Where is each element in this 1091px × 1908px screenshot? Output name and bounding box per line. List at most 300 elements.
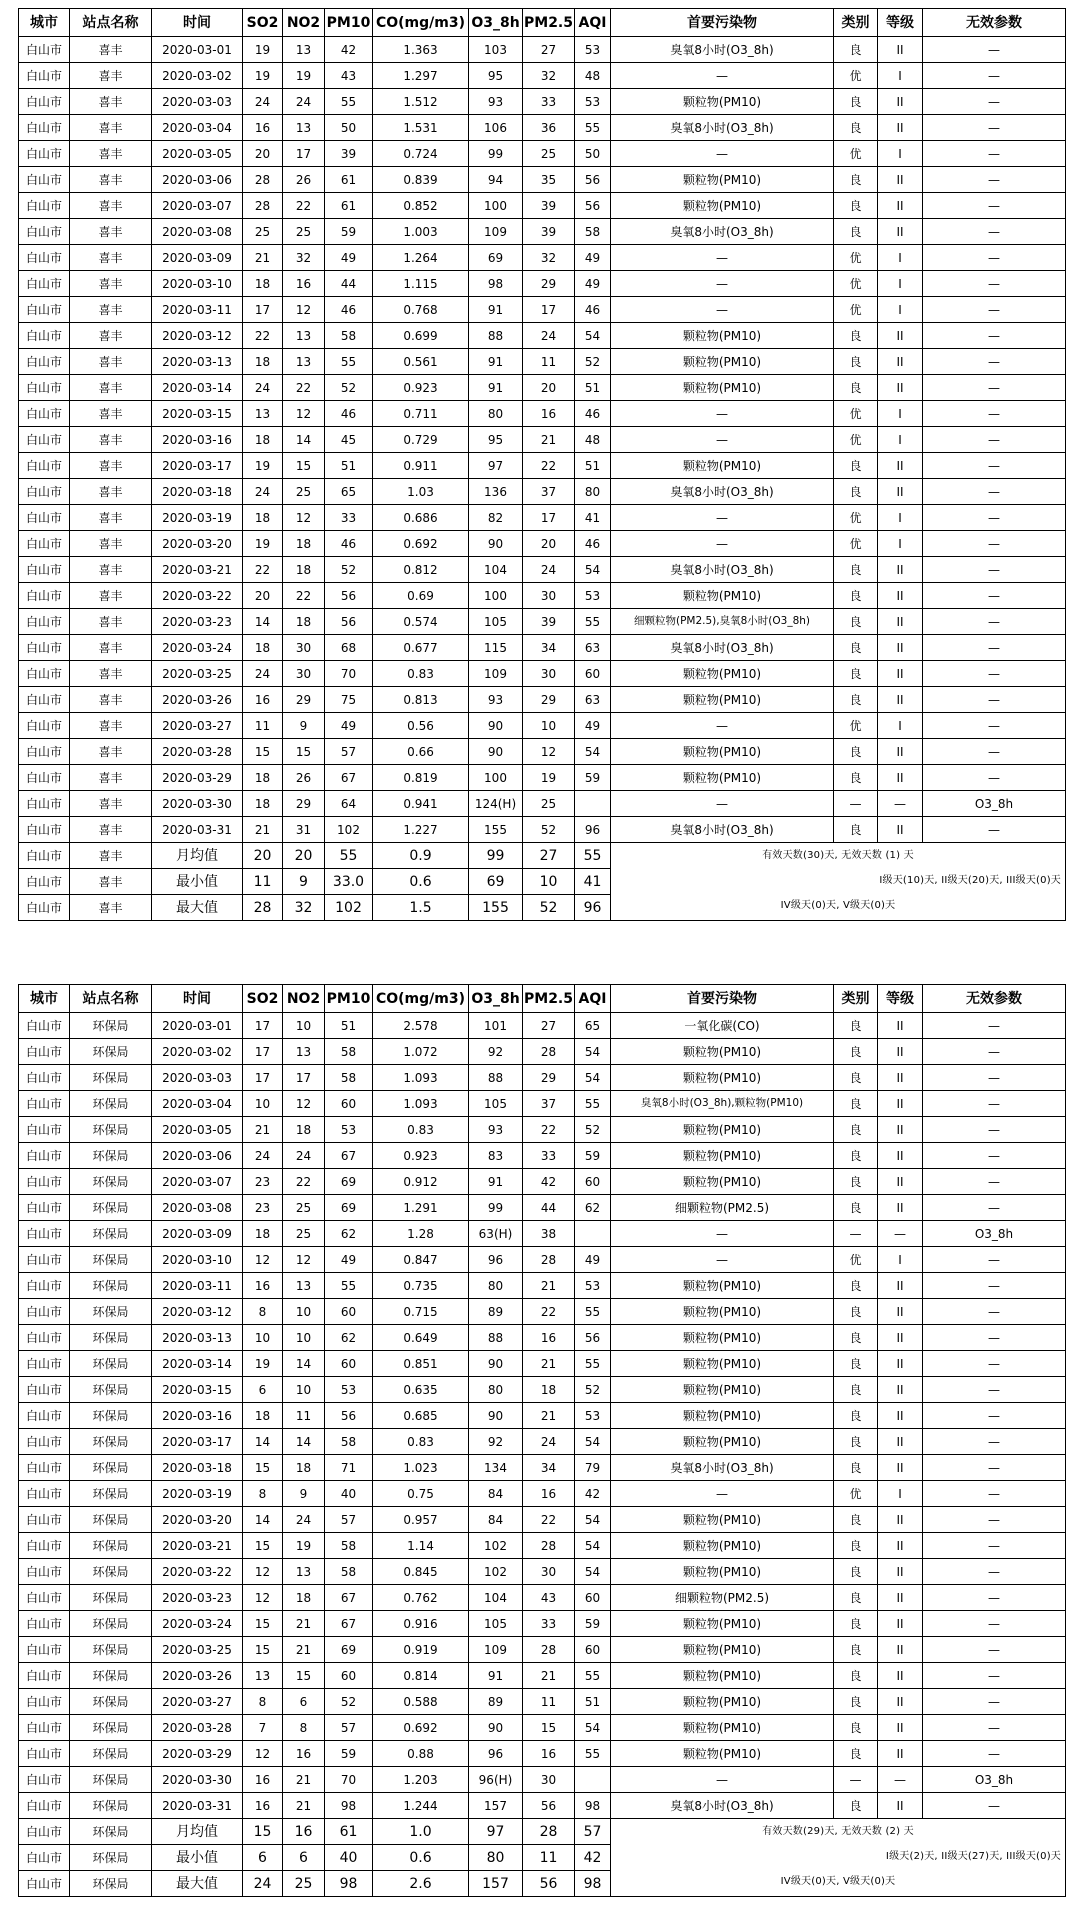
cell-station: 环保局 bbox=[70, 1377, 152, 1403]
cell-invalid-params: — bbox=[923, 1065, 1066, 1091]
summary-aqi: 57 bbox=[575, 1819, 611, 1845]
cell-pm10: 59 bbox=[325, 219, 373, 245]
cell-grade: II bbox=[878, 1429, 923, 1455]
cell-primary-pollutant: 颗粒物(PM10) bbox=[611, 1611, 834, 1637]
summary-notes bbox=[611, 1819, 1066, 1897]
cell-category: 良 bbox=[834, 661, 878, 687]
cell-no2: 18 bbox=[283, 1585, 325, 1611]
cell-primary-pollutant: 颗粒物(PM10) bbox=[611, 1507, 834, 1533]
cell-so2: 8 bbox=[243, 1299, 283, 1325]
cell-co: 1.297 bbox=[373, 63, 469, 89]
cell-city: 白山市 bbox=[19, 401, 70, 427]
aqi-table-huanbaoju bbox=[18, 984, 1066, 1897]
cell-so2: 10 bbox=[243, 1325, 283, 1351]
table-row bbox=[19, 1663, 1066, 1689]
table-row bbox=[19, 817, 1066, 843]
cell-station: 喜丰 bbox=[70, 687, 152, 713]
cell-co: 1.03 bbox=[373, 479, 469, 505]
cell-time: 2020-03-23 bbox=[152, 1585, 243, 1611]
cell-primary-pollutant: 颗粒物(PM10) bbox=[611, 739, 834, 765]
cell-city: 白山市 bbox=[19, 115, 70, 141]
cell-so2: 16 bbox=[243, 687, 283, 713]
cell-pm10: 56 bbox=[325, 583, 373, 609]
cell-pm25: 29 bbox=[523, 1065, 575, 1091]
cell-primary-pollutant: 细颗粒物(PM2.5),臭氧8小时(O3_8h) bbox=[611, 609, 834, 635]
cell-primary-pollutant: — bbox=[611, 505, 834, 531]
cell-so2: 14 bbox=[243, 1429, 283, 1455]
table-row bbox=[19, 453, 1066, 479]
cell-co: 0.677 bbox=[373, 635, 469, 661]
cell-co: 0.83 bbox=[373, 1429, 469, 1455]
cell-so2: 22 bbox=[243, 557, 283, 583]
cell-primary-pollutant: 颗粒物(PM10) bbox=[611, 1377, 834, 1403]
cell-pm10: 42 bbox=[325, 37, 373, 63]
cell-so2: 24 bbox=[243, 479, 283, 505]
cell-o3-8h: 100 bbox=[469, 765, 523, 791]
header-aqi: AQI bbox=[575, 9, 611, 37]
cell-aqi: 59 bbox=[575, 1143, 611, 1169]
cell-city: 白山市 bbox=[19, 1013, 70, 1039]
cell-so2: 14 bbox=[243, 1507, 283, 1533]
cell-o3-8h: 106 bbox=[469, 115, 523, 141]
cell-invalid-params: — bbox=[923, 1273, 1066, 1299]
cell-aqi: 55 bbox=[575, 1299, 611, 1325]
cell-city: 白山市 bbox=[19, 323, 70, 349]
cell-primary-pollutant: 颗粒物(PM10) bbox=[611, 1663, 834, 1689]
cell-no2: 30 bbox=[283, 635, 325, 661]
cell-station: 喜丰 bbox=[70, 297, 152, 323]
table-row bbox=[19, 1013, 1066, 1039]
cell-o3-8h: 88 bbox=[469, 323, 523, 349]
summary-time: 最小值 bbox=[152, 869, 243, 895]
cell-aqi: 56 bbox=[575, 167, 611, 193]
cell-pm10: 62 bbox=[325, 1325, 373, 1351]
cell-aqi: 62 bbox=[575, 1195, 611, 1221]
cell-time: 2020-03-02 bbox=[152, 1039, 243, 1065]
cell-pm10: 57 bbox=[325, 1715, 373, 1741]
cell-no2: 22 bbox=[283, 193, 325, 219]
cell-so2: 21 bbox=[243, 245, 283, 271]
header-category: 类别 bbox=[834, 985, 878, 1013]
cell-grade: II bbox=[878, 1741, 923, 1767]
cell-no2: 14 bbox=[283, 427, 325, 453]
cell-invalid-params: — bbox=[923, 1585, 1066, 1611]
cell-primary-pollutant: 颗粒物(PM10) bbox=[611, 687, 834, 713]
cell-time: 2020-03-15 bbox=[152, 1377, 243, 1403]
cell-o3-8h: 88 bbox=[469, 1065, 523, 1091]
cell-time: 2020-03-17 bbox=[152, 453, 243, 479]
cell-category: 良 bbox=[834, 1559, 878, 1585]
cell-o3-8h: 84 bbox=[469, 1481, 523, 1507]
cell-station: 喜丰 bbox=[70, 557, 152, 583]
notes-line: 有效天数(29)天, 无效天数 (2) 天 bbox=[762, 1826, 914, 1837]
cell-city: 白山市 bbox=[19, 1221, 70, 1247]
cell-pm25: 32 bbox=[523, 245, 575, 271]
cell-pm10: 55 bbox=[325, 349, 373, 375]
cell-aqi: 54 bbox=[575, 1715, 611, 1741]
cell-pm25: 20 bbox=[523, 375, 575, 401]
cell-city: 白山市 bbox=[19, 1637, 70, 1663]
cell-pm25: 33 bbox=[523, 89, 575, 115]
cell-so2: 12 bbox=[243, 1559, 283, 1585]
cell-co: 2.578 bbox=[373, 1013, 469, 1039]
table-row bbox=[19, 1221, 1066, 1247]
cell-aqi bbox=[575, 791, 611, 817]
cell-category: 优 bbox=[834, 1481, 878, 1507]
summary-notes bbox=[611, 843, 1066, 921]
cell-time: 2020-03-03 bbox=[152, 1065, 243, 1091]
summary-time: 最大值 bbox=[152, 1871, 243, 1897]
cell-pm25: 30 bbox=[523, 1767, 575, 1793]
cell-aqi: 80 bbox=[575, 479, 611, 505]
cell-aqi: 56 bbox=[575, 1325, 611, 1351]
cell-so2: 14 bbox=[243, 609, 283, 635]
cell-so2: 18 bbox=[243, 349, 283, 375]
cell-o3-8h: 63(H) bbox=[469, 1221, 523, 1247]
notes-line: I级天(2)天, II级天(27)天, III级天(0)天 bbox=[885, 1851, 1061, 1862]
cell-category: 良 bbox=[834, 1143, 878, 1169]
cell-grade: — bbox=[878, 1221, 923, 1247]
summary-so2: 6 bbox=[243, 1845, 283, 1871]
table-row bbox=[19, 1611, 1066, 1637]
cell-category: 良 bbox=[834, 1091, 878, 1117]
cell-co: 0.692 bbox=[373, 1715, 469, 1741]
cell-station: 环保局 bbox=[70, 1169, 152, 1195]
cell-no2: 32 bbox=[283, 245, 325, 271]
cell-so2: 15 bbox=[243, 1455, 283, 1481]
cell-station: 喜丰 bbox=[70, 349, 152, 375]
cell-co: 0.845 bbox=[373, 1559, 469, 1585]
cell-pm10: 51 bbox=[325, 1013, 373, 1039]
cell-co: 0.852 bbox=[373, 193, 469, 219]
cell-o3-8h: 155 bbox=[469, 817, 523, 843]
cell-pm25: 44 bbox=[523, 1195, 575, 1221]
cell-station: 喜丰 bbox=[70, 141, 152, 167]
table-row bbox=[19, 193, 1066, 219]
cell-no2: 22 bbox=[283, 375, 325, 401]
table-row bbox=[19, 1767, 1066, 1793]
cell-primary-pollutant: — bbox=[611, 1481, 834, 1507]
cell-station: 环保局 bbox=[70, 1195, 152, 1221]
cell-station: 喜丰 bbox=[70, 245, 152, 271]
cell-station: 喜丰 bbox=[70, 427, 152, 453]
cell-time: 2020-03-08 bbox=[152, 219, 243, 245]
table-row bbox=[19, 1273, 1066, 1299]
cell-aqi: 79 bbox=[575, 1455, 611, 1481]
summary-station: 喜丰 bbox=[70, 895, 152, 921]
summary-city: 白山市 bbox=[19, 1871, 70, 1897]
cell-pm10: 61 bbox=[325, 167, 373, 193]
cell-time: 2020-03-14 bbox=[152, 375, 243, 401]
cell-pm25: 20 bbox=[523, 531, 575, 557]
cell-invalid-params: — bbox=[923, 1429, 1066, 1455]
cell-so2: 17 bbox=[243, 1065, 283, 1091]
header-time: 时间 bbox=[152, 985, 243, 1013]
summary-pm10: 61 bbox=[325, 1819, 373, 1845]
cell-aqi: 49 bbox=[575, 1247, 611, 1273]
cell-category: 优 bbox=[834, 1247, 878, 1273]
cell-city: 白山市 bbox=[19, 453, 70, 479]
cell-primary-pollutant: 颗粒物(PM10) bbox=[611, 765, 834, 791]
cell-no2: 12 bbox=[283, 1247, 325, 1273]
cell-pm10: 56 bbox=[325, 609, 373, 635]
cell-o3-8h: 90 bbox=[469, 1403, 523, 1429]
cell-time: 2020-03-13 bbox=[152, 349, 243, 375]
cell-co: 0.692 bbox=[373, 531, 469, 557]
cell-no2: 30 bbox=[283, 661, 325, 687]
cell-co: 0.66 bbox=[373, 739, 469, 765]
table-row bbox=[19, 557, 1066, 583]
cell-no2: 25 bbox=[283, 219, 325, 245]
summary-pm10: 102 bbox=[325, 895, 373, 921]
cell-o3-8h: 99 bbox=[469, 1195, 523, 1221]
summary-station: 喜丰 bbox=[70, 843, 152, 869]
cell-category: 良 bbox=[834, 1455, 878, 1481]
cell-station: 环保局 bbox=[70, 1715, 152, 1741]
cell-station: 喜丰 bbox=[70, 739, 152, 765]
header-co: CO(mg/m3) bbox=[373, 985, 469, 1013]
cell-so2: 21 bbox=[243, 1117, 283, 1143]
summary-pm10: 40 bbox=[325, 1845, 373, 1871]
cell-pm10: 46 bbox=[325, 401, 373, 427]
cell-city: 白山市 bbox=[19, 583, 70, 609]
cell-co: 0.88 bbox=[373, 1741, 469, 1767]
header-o3-8h: O3_8h bbox=[469, 9, 523, 37]
cell-primary-pollutant: — bbox=[611, 141, 834, 167]
cell-o3-8h: 84 bbox=[469, 1507, 523, 1533]
cell-aqi: 49 bbox=[575, 271, 611, 297]
cell-category: 优 bbox=[834, 63, 878, 89]
cell-category: 良 bbox=[834, 817, 878, 843]
cell-primary-pollutant: 颗粒物(PM10) bbox=[611, 1325, 834, 1351]
cell-o3-8h: 90 bbox=[469, 739, 523, 765]
cell-time: 2020-03-10 bbox=[152, 271, 243, 297]
cell-co: 0.941 bbox=[373, 791, 469, 817]
cell-so2: 20 bbox=[243, 583, 283, 609]
cell-city: 白山市 bbox=[19, 1793, 70, 1819]
summary-pm25: 28 bbox=[523, 1819, 575, 1845]
cell-no2: 19 bbox=[283, 63, 325, 89]
cell-o3-8h: 93 bbox=[469, 687, 523, 713]
cell-co: 0.685 bbox=[373, 1403, 469, 1429]
cell-category: 良 bbox=[834, 1377, 878, 1403]
cell-primary-pollutant: — bbox=[611, 297, 834, 323]
cell-aqi: 55 bbox=[575, 1091, 611, 1117]
cell-category: 良 bbox=[834, 167, 878, 193]
cell-pm25: 39 bbox=[523, 193, 575, 219]
cell-aqi: 53 bbox=[575, 583, 611, 609]
cell-pm10: 55 bbox=[325, 1273, 373, 1299]
header-so2: SO2 bbox=[243, 9, 283, 37]
cell-invalid-params: — bbox=[923, 765, 1066, 791]
cell-o3-8h: 105 bbox=[469, 1091, 523, 1117]
cell-co: 0.851 bbox=[373, 1351, 469, 1377]
cell-city: 白山市 bbox=[19, 1351, 70, 1377]
summary-pm10: 55 bbox=[325, 843, 373, 869]
cell-co: 0.911 bbox=[373, 453, 469, 479]
cell-so2: 15 bbox=[243, 1637, 283, 1663]
cell-category: — bbox=[834, 791, 878, 817]
cell-aqi: 50 bbox=[575, 141, 611, 167]
cell-co: 0.75 bbox=[373, 1481, 469, 1507]
table-row bbox=[19, 1507, 1066, 1533]
cell-no2: 18 bbox=[283, 1117, 325, 1143]
cell-co: 0.847 bbox=[373, 1247, 469, 1273]
cell-category: 良 bbox=[834, 1039, 878, 1065]
cell-aqi: 55 bbox=[575, 115, 611, 141]
cell-pm25: 11 bbox=[523, 349, 575, 375]
cell-station: 喜丰 bbox=[70, 219, 152, 245]
cell-category: 优 bbox=[834, 271, 878, 297]
cell-co: 0.574 bbox=[373, 609, 469, 635]
cell-invalid-params: — bbox=[923, 1455, 1066, 1481]
cell-primary-pollutant: 颗粒物(PM10) bbox=[611, 1065, 834, 1091]
cell-category: 良 bbox=[834, 1403, 878, 1429]
cell-no2: 15 bbox=[283, 453, 325, 479]
cell-station: 环保局 bbox=[70, 1143, 152, 1169]
cell-category: 良 bbox=[834, 1507, 878, 1533]
cell-primary-pollutant: 一氧化碳(CO) bbox=[611, 1013, 834, 1039]
cell-time: 2020-03-28 bbox=[152, 1715, 243, 1741]
cell-no2: 13 bbox=[283, 323, 325, 349]
cell-city: 白山市 bbox=[19, 531, 70, 557]
cell-no2: 25 bbox=[283, 479, 325, 505]
cell-grade: II bbox=[878, 115, 923, 141]
table-row bbox=[19, 1585, 1066, 1611]
cell-so2: 23 bbox=[243, 1195, 283, 1221]
cell-invalid-params: — bbox=[923, 271, 1066, 297]
cell-category: 良 bbox=[834, 687, 878, 713]
cell-pm25: 34 bbox=[523, 1455, 575, 1481]
cell-time: 2020-03-26 bbox=[152, 687, 243, 713]
cell-time: 2020-03-31 bbox=[152, 1793, 243, 1819]
cell-category: — bbox=[834, 1221, 878, 1247]
cell-invalid-params: O3_8h bbox=[923, 1767, 1066, 1793]
cell-co: 1.264 bbox=[373, 245, 469, 271]
cell-aqi: 63 bbox=[575, 687, 611, 713]
header-pm25: PM2.5 bbox=[523, 9, 575, 37]
summary-so2: 11 bbox=[243, 869, 283, 895]
cell-co: 1.023 bbox=[373, 1455, 469, 1481]
cell-grade: II bbox=[878, 635, 923, 661]
cell-pm25: 22 bbox=[523, 1117, 575, 1143]
cell-station: 喜丰 bbox=[70, 479, 152, 505]
cell-no2: 12 bbox=[283, 505, 325, 531]
cell-co: 1.28 bbox=[373, 1221, 469, 1247]
cell-pm25: 29 bbox=[523, 687, 575, 713]
cell-city: 白山市 bbox=[19, 1325, 70, 1351]
cell-category: 良 bbox=[834, 1715, 878, 1741]
cell-pm10: 55 bbox=[325, 89, 373, 115]
cell-pm25: 37 bbox=[523, 479, 575, 505]
cell-grade: I bbox=[878, 427, 923, 453]
cell-o3-8h: 100 bbox=[469, 193, 523, 219]
cell-station: 喜丰 bbox=[70, 635, 152, 661]
cell-category: 良 bbox=[834, 1065, 878, 1091]
cell-grade: II bbox=[878, 1507, 923, 1533]
cell-station: 环保局 bbox=[70, 1351, 152, 1377]
cell-primary-pollutant: 臭氧8小时(O3_8h) bbox=[611, 1455, 834, 1481]
summary-pm25: 56 bbox=[523, 1871, 575, 1897]
table-row bbox=[19, 1559, 1066, 1585]
cell-pm25: 39 bbox=[523, 609, 575, 635]
cell-invalid-params: — bbox=[923, 1715, 1066, 1741]
cell-pm25: 25 bbox=[523, 141, 575, 167]
cell-station: 环保局 bbox=[70, 1221, 152, 1247]
cell-aqi bbox=[575, 1767, 611, 1793]
cell-invalid-params: — bbox=[923, 1117, 1066, 1143]
cell-station: 环保局 bbox=[70, 1741, 152, 1767]
cell-city: 白山市 bbox=[19, 271, 70, 297]
table-row bbox=[19, 1637, 1066, 1663]
cell-invalid-params: — bbox=[923, 661, 1066, 687]
cell-invalid-params: — bbox=[923, 531, 1066, 557]
cell-aqi: 53 bbox=[575, 1403, 611, 1429]
cell-no2: 31 bbox=[283, 817, 325, 843]
cell-station: 环保局 bbox=[70, 1507, 152, 1533]
cell-so2: 12 bbox=[243, 1585, 283, 1611]
cell-time: 2020-03-24 bbox=[152, 635, 243, 661]
cell-station: 环保局 bbox=[70, 1663, 152, 1689]
cell-invalid-params: — bbox=[923, 1299, 1066, 1325]
notes-line: I级天(10)天, II级天(20)天, III级天(0)天 bbox=[879, 875, 1061, 886]
cell-pm25: 32 bbox=[523, 63, 575, 89]
cell-co: 0.812 bbox=[373, 557, 469, 583]
summary-pm25: 11 bbox=[523, 1845, 575, 1871]
cell-time: 2020-03-29 bbox=[152, 765, 243, 791]
cell-invalid-params: — bbox=[923, 1637, 1066, 1663]
cell-grade: II bbox=[878, 1533, 923, 1559]
cell-station: 环保局 bbox=[70, 1481, 152, 1507]
cell-station: 环保局 bbox=[70, 1273, 152, 1299]
cell-station: 喜丰 bbox=[70, 765, 152, 791]
cell-city: 白山市 bbox=[19, 713, 70, 739]
cell-station: 喜丰 bbox=[70, 323, 152, 349]
cell-time: 2020-03-19 bbox=[152, 1481, 243, 1507]
cell-aqi: 46 bbox=[575, 401, 611, 427]
cell-time: 2020-03-25 bbox=[152, 661, 243, 687]
cell-grade: II bbox=[878, 1377, 923, 1403]
cell-primary-pollutant: 颗粒物(PM10) bbox=[611, 1117, 834, 1143]
cell-primary-pollutant: — bbox=[611, 427, 834, 453]
cell-city: 白山市 bbox=[19, 245, 70, 271]
cell-so2: 20 bbox=[243, 141, 283, 167]
cell-aqi: 46 bbox=[575, 531, 611, 557]
cell-invalid-params: — bbox=[923, 609, 1066, 635]
cell-co: 0.729 bbox=[373, 427, 469, 453]
cell-so2: 19 bbox=[243, 531, 283, 557]
summary-city: 白山市 bbox=[19, 843, 70, 869]
cell-city: 白山市 bbox=[19, 1533, 70, 1559]
cell-aqi: 54 bbox=[575, 1065, 611, 1091]
cell-aqi: 63 bbox=[575, 635, 611, 661]
cell-so2: 19 bbox=[243, 37, 283, 63]
cell-primary-pollutant: 颗粒物(PM10) bbox=[611, 1689, 834, 1715]
cell-aqi: 60 bbox=[575, 1637, 611, 1663]
cell-category: 良 bbox=[834, 89, 878, 115]
summary-so2: 28 bbox=[243, 895, 283, 921]
cell-no2: 18 bbox=[283, 531, 325, 557]
cell-pm25: 16 bbox=[523, 1481, 575, 1507]
header-no2: NO2 bbox=[283, 985, 325, 1013]
summary-so2: 15 bbox=[243, 1819, 283, 1845]
cell-grade: I bbox=[878, 271, 923, 297]
cell-primary-pollutant: 颗粒物(PM10) bbox=[611, 1715, 834, 1741]
cell-aqi: 53 bbox=[575, 1273, 611, 1299]
cell-co: 1.072 bbox=[373, 1039, 469, 1065]
summary-station: 喜丰 bbox=[70, 869, 152, 895]
cell-so2: 7 bbox=[243, 1715, 283, 1741]
